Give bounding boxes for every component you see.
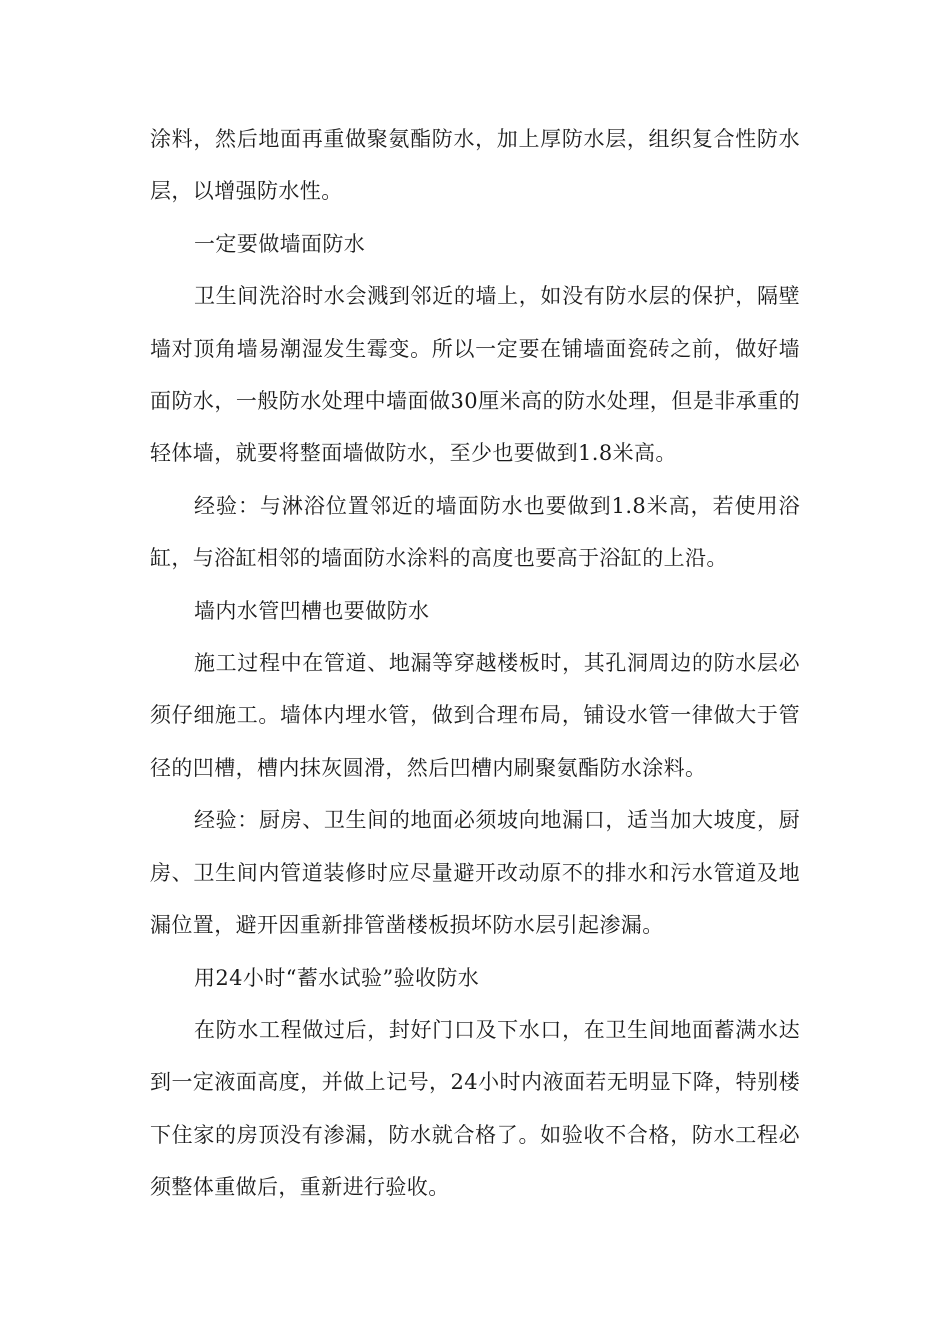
paragraph-experience-floor-drain: 经验：厨房、卫生间的地面必须坡向地漏口，适当加大坡度，厨房、卫生间内管道装修时应尽量避开改动原不的排水和污水管道及地漏位置，避开因重新排管凿楼板损坏防水层引起渗漏。 (150, 808, 800, 938)
paragraph-pipe-groove: 施工过程中在管道、地漏等穿越楼板时，其孔洞周边的防水层必须仔细施工。墙体内埋水管，做到合理布局，铺设水管一律做大于管径的凹槽，槽内抹灰圆滑，然后凹槽内刷聚氨酯防水涂料。 (150, 651, 800, 780)
paragraph-water-test: 在防水工程做过后，封好门口及下水口，在卫生间地面蓄满水达到一定液面高度，并做上记号，24小时内液面若无明显下降，特别楼下住家的房顶没有渗漏，防水就合格了。如验收不合格，防水工程必须整体重做后，重新进行验收。 (150, 1017, 800, 1200)
paragraph-experience-shower: 经验：与淋浴位置邻近的墙面防水也要做到1.8米高，若使用浴缸，与浴缸相邻的墙面防水涂料的高度也要高于浴缸的上沿。 (150, 493, 800, 571)
paragraph-continuation: 涂料，然后地面再重做聚氨酯防水，加上厚防水层，组织复合性防水层，以增强防水性。 (150, 127, 800, 204)
section-heading-water-test: 用24小时“蓄水试验”验收防水 (194, 965, 480, 990)
paragraph-wall-waterproofing: 卫生间洗浴时水会溅到邻近的墙上，如没有防水层的保护，隔壁墙对顶角墙易潮湿发生霉变。所以一定要在铺墙面瓷砖之前，做好墙面防水，一般防水处理中墙面做30厘米高的防水处理，但是非承重的轻体墙，就要将整面墙做防水，至少也要做到1.8米高。 (150, 284, 800, 466)
section-heading-wall-waterproofing: 一定要做墙面防水 (194, 231, 366, 256)
section-heading-pipe-groove: 墙内水管凹槽也要做防水 (194, 598, 430, 623)
document-body (150, 113, 800, 1214)
